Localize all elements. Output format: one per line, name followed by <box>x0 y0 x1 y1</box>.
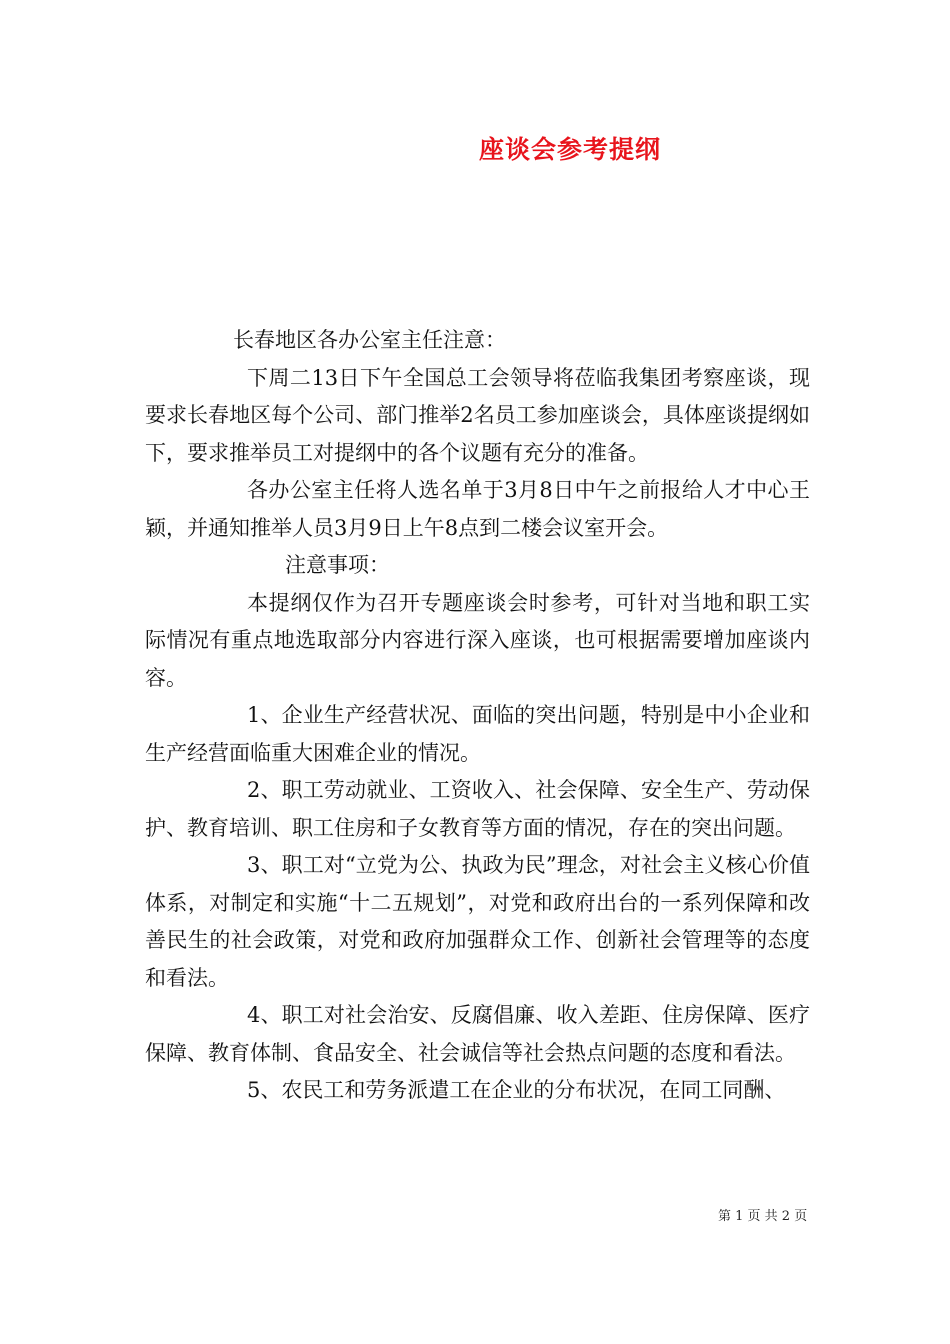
intro-paragraph: 本提纲仅作为召开专题座谈会时参考，可针对当地和职工实际情况有重点地选取部分内容进行深入座谈，也可根据需要增加座谈内容。 <box>145 590 810 690</box>
list-item: 3、职工对“立党为公、执政为民”理念，对社会主义核心价值体系，对制定和实施“十二五规划”，对党和政府出台的一系列保障和改善民生的社会政策，对党和政府加强群众工作、创新社会管理等的态度和看法。 <box>145 853 810 990</box>
list-item: 5、农民工和劳务派遣工在企业的分布状况，在同工同酬、 <box>247 1078 786 1102</box>
document-title: 座谈会参考提纲 <box>478 135 661 164</box>
list-item: 4、职工对社会治安、反腐倡廉、收入差距、住房保障、医疗保障、教育体制、食品安全、社会诚信等社会热点问题的态度和看法。 <box>145 1003 810 1065</box>
document-body <box>145 322 810 1110</box>
paragraph: 下周二13日下午全国总工会领导将莅临我集团考察座谈，现要求长春地区每个公司、部门推举2名员工参加座谈会，具体座谈提纲如下，要求推举员工对提纲中的各个议题有充分的准备。 <box>145 365 810 465</box>
paragraph: 各办公室主任将人选名单于3月8日中午之前报给人才中心王颖，并通知推举人员3月9日上午8点到二楼会议室开会。 <box>145 478 810 540</box>
list-item: 2、职工劳动就业、工资收入、社会保障、安全生产、劳动保护、教育培训、职工住房和子女教育等方面的情况，存在的突出问题。 <box>145 778 810 840</box>
notice-heading: 注意事项： <box>285 553 390 577</box>
list-item: 1、企业生产经营状况、面临的突出问题，特别是中小企业和生产经营面临重大困难企业的情况。 <box>145 703 810 765</box>
salutation: 长春地区各办公室主任注意： <box>233 328 506 352</box>
page-number: 第 1 页 共 2 页 <box>718 1209 808 1224</box>
